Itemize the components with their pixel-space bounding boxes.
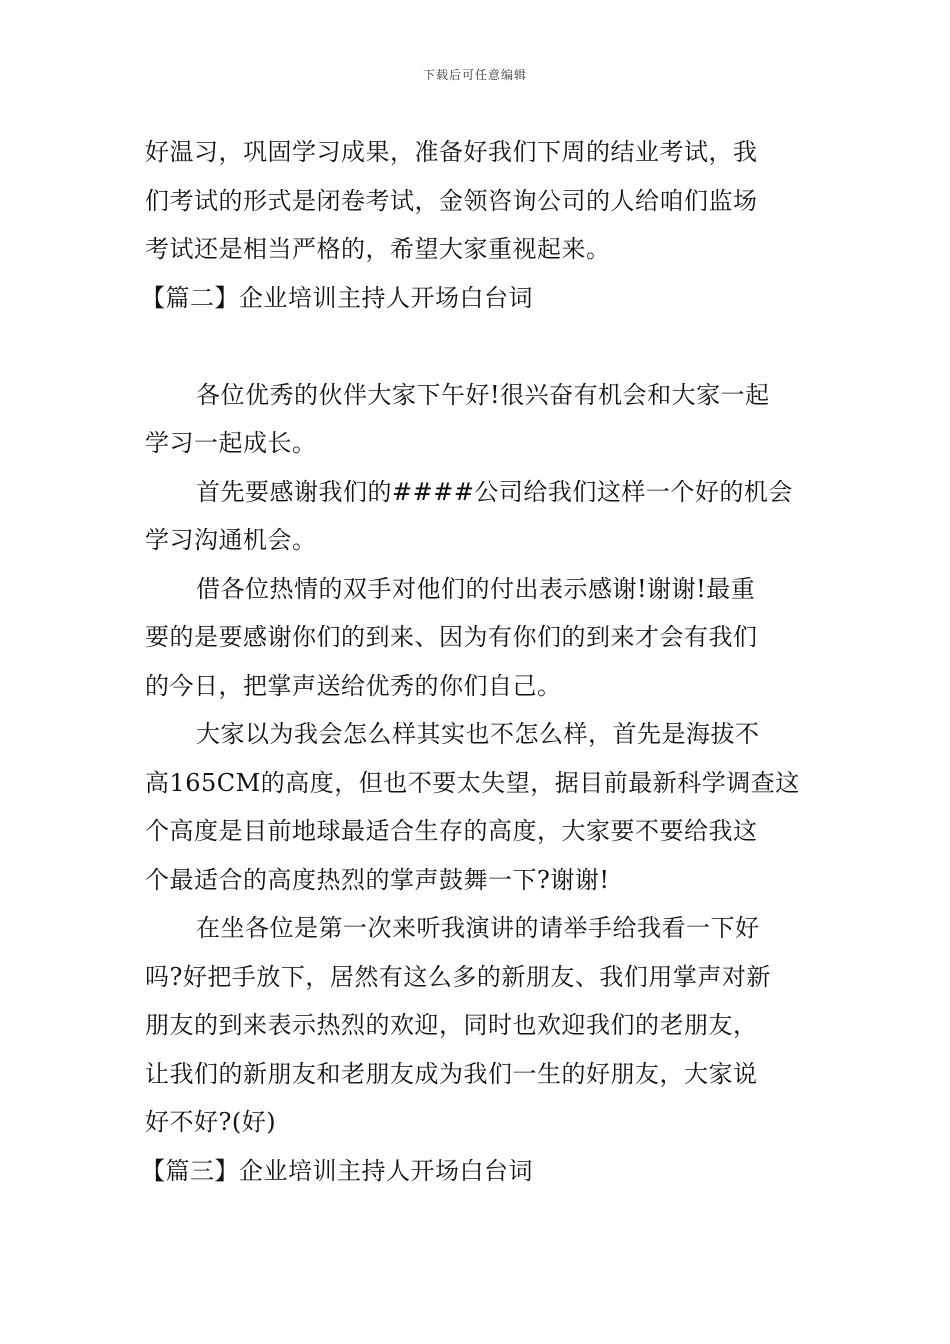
text-line: 借各位热情的双手对他们的付出表示感谢!谢谢!最重 xyxy=(196,574,756,603)
text-line: 大家以为我会怎么样其实也不怎么样，首先是海拔不 xyxy=(196,720,760,748)
section-heading: 【篇二】企业培训主持人开场白台词 xyxy=(141,283,533,312)
text-line: 们考试的形式是闭卷考试，金领咨询公司的人给咱们监场 xyxy=(145,186,758,215)
text-line: 学习一起成长。 xyxy=(145,429,317,457)
text-line: 考试还是相当严格的，希望大家重视起来。 xyxy=(145,235,611,263)
text-line: 首先要感谢我们的####公司给我们这样一个好的机会 xyxy=(196,477,793,506)
text-line: 学习沟通机会。 xyxy=(145,526,317,554)
text-line: 好温习，巩固学习成果，准备好我们下周的结业考试，我 xyxy=(145,138,758,166)
section-heading: 【篇三】企业培训主持人开场白台词 xyxy=(141,1156,533,1185)
text-line: 高165CM的高度，但也不要太失望，据目前最新科学调查这 xyxy=(145,768,800,797)
text-line: 在坐各位是第一次来听我演讲的请举手给我看一下好 xyxy=(196,914,760,942)
text-line: 要的是要感谢你们的到来、因为有你们的到来才会有我们 xyxy=(145,623,758,651)
text-line: 各位优秀的伙伴大家下午好!很兴奋有机会和大家一起 xyxy=(196,380,770,409)
page-header-note: 下载后可任意编辑 xyxy=(422,68,527,82)
text-line: 好不好?(好) xyxy=(145,1108,277,1136)
text-line: 朋友的到来表示热烈的欢迎，同时也欢迎我们的老朋友， xyxy=(145,1011,758,1039)
blank-gap xyxy=(145,322,807,371)
text-line: 个最适合的高度热烈的掌声鼓舞一下?谢谢! xyxy=(145,865,610,894)
document-body xyxy=(141,128,807,1195)
text-line: 的今日，把掌声送给优秀的你们自己。 xyxy=(145,671,562,700)
text-line: 个高度是目前地球最适合生存的高度，大家要不要给我这 xyxy=(145,817,758,845)
text-line: 让我们的新朋友和老朋友成为我们一生的好朋友，大家说 xyxy=(145,1059,758,1088)
text-line: 吗?好把手放下，居然有这么多的新朋友、我们用掌声对新 xyxy=(145,962,771,991)
